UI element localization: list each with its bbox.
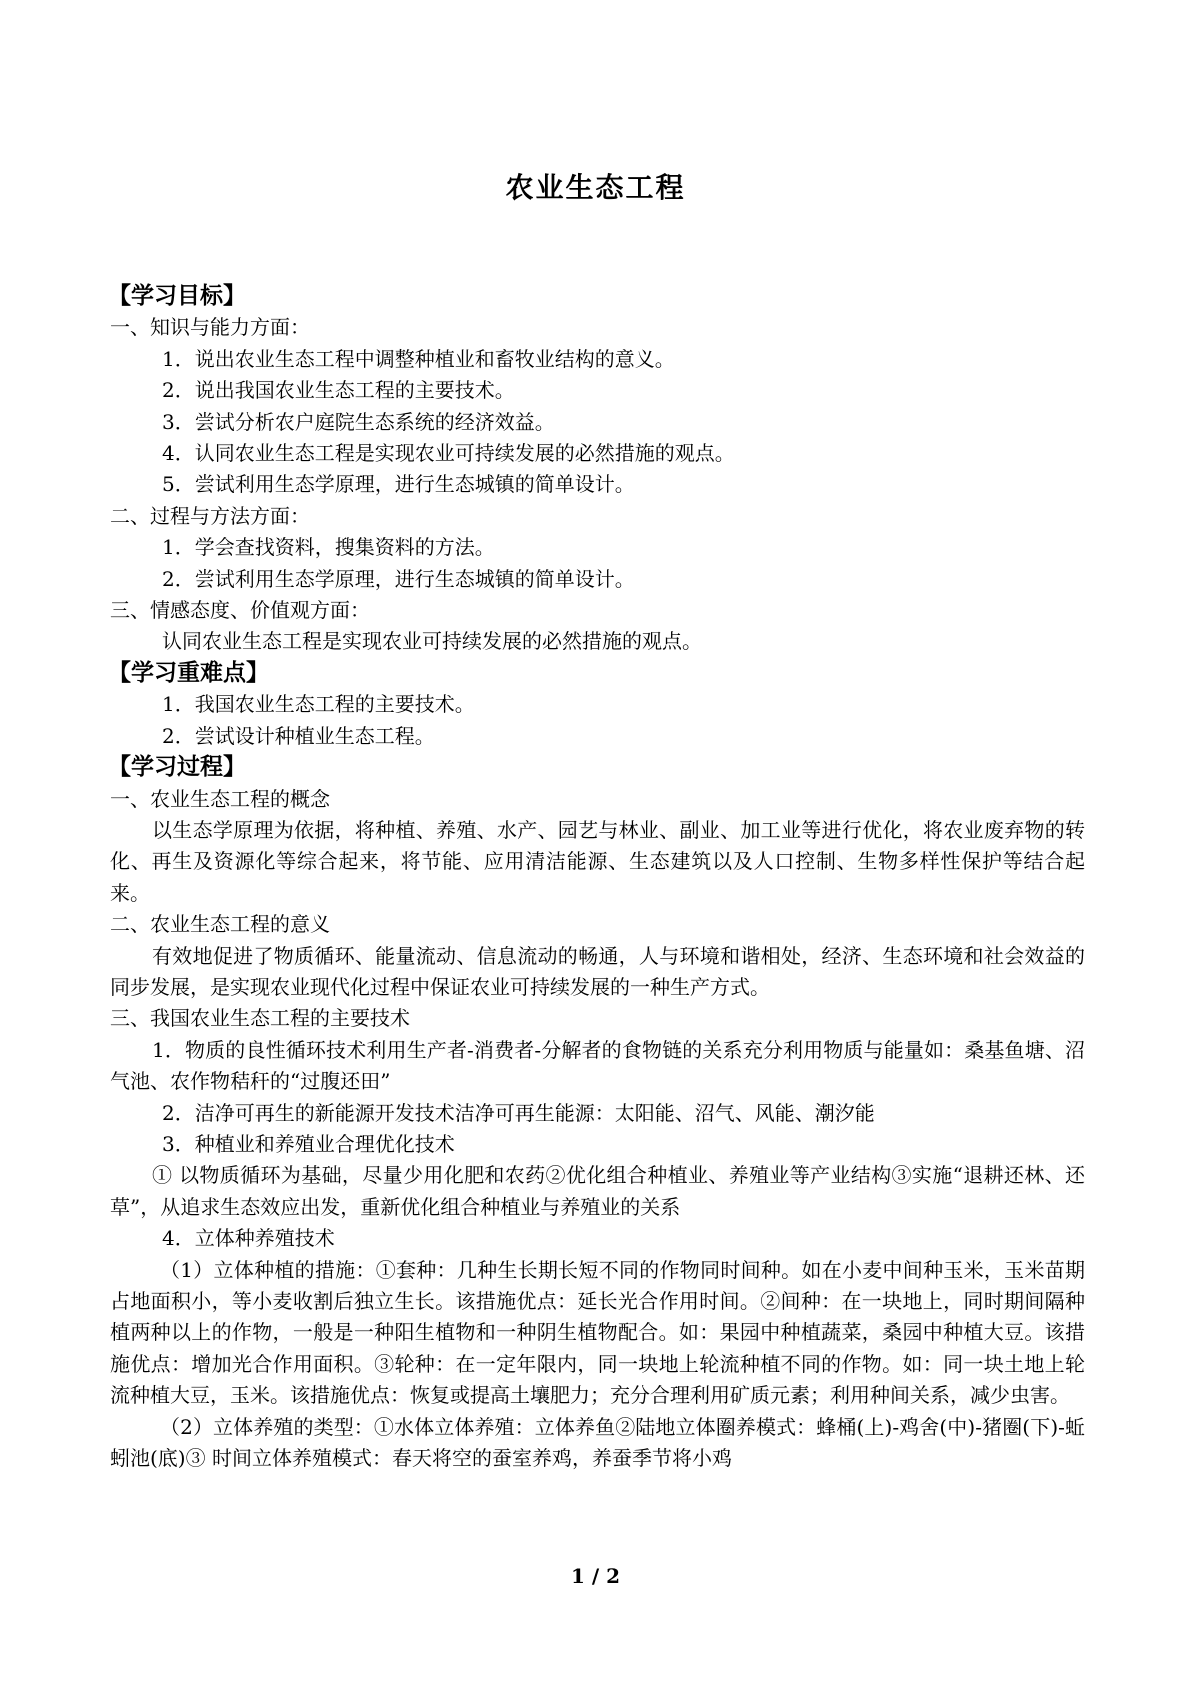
goals-knowledge-label: 一、知识与能力方面：: [110, 315, 310, 340]
goals-attitude-label: 三、情感态度、价值观方面：: [110, 598, 370, 623]
tech-item-4-planting: （1）立体种植的措施：①套种：几种生长期长短不同的作物同时间种。如在小麦中间种玉米，玉米苗期占地面积小，等小麦收割后独立生长。该措施优点：延长光合作用时间。②间种：在一块地上，同时期间隔种植两种以上的作物，一般是一种阳生植物和一种阴生植物配合。如：果园中种植蔬菜，桑园中种植大豆。该措施优点：增加光合作用面积。③轮种：在一定年限内，同一块地上轮流种植不同的作物。如：同一块土地上轮流种植大豆，玉米。该措施优点：恢复或提高土壤肥力；充分合理利用矿质元素；利用种间关系，减少虫害。: [110, 1257, 1085, 1408]
tech-item-3: 3．种植业和养殖业合理优化技术: [162, 1131, 455, 1156]
goals-knowledge-item: 5．尝试利用生态学原理，进行生态城镇的简单设计。: [162, 472, 635, 497]
document-title: 农业生态工程: [505, 171, 686, 204]
goals-knowledge-item: 3．尝试分析农户庭院生态系统的经济效益。: [162, 409, 555, 434]
document-body: [110, 281, 1085, 1474]
tech-item-3-detail: ① 以物质循环为基础，尽量少用化肥和农药②优化组合种植业、养殖业等产业结构③实施“退耕还林、还草”，从追求生态效应出发，重新优化组合种植业与养殖业的关系: [110, 1163, 1085, 1219]
goals-process-item: 2．尝试利用生态学原理，进行生态城镇的简单设计。: [162, 566, 635, 591]
section-heading-key-points: 【学习重难点】: [108, 659, 269, 686]
key-point-item: 1．我国农业生态工程的主要技术。: [162, 692, 475, 717]
meaning-paragraph: 有效地促进了物质循环、能量流动、信息流动的畅通，人与环境和谐相处，经济、生态环境和社会效益的同步发展，是实现农业现代化过程中保证农业可持续发展的一种生产方式。: [110, 943, 1085, 999]
section-heading-process: 【学习过程】: [108, 754, 246, 781]
concept-label: 一、农业生态工程的概念: [110, 786, 330, 811]
meaning-label: 二、农业生态工程的意义: [110, 912, 330, 937]
goals-knowledge-item: 1．说出农业生态工程中调整种植业和畜牧业结构的意义。: [162, 346, 675, 371]
tech-item-4-breeding: （2）立体养殖的类型：①水体立体养殖：立体养鱼②陆地立体圈养模式：蜂桶(上)-鸡舍(中)-猪圈(下)-蚯蚓池(底)③ 时间立体养殖模式：春天将空的蚕室养鸡，养蚕季节将小鸡: [110, 1414, 1085, 1471]
section-heading-goals: 【学习目标】: [108, 283, 246, 309]
goals-knowledge-item: 4．认同农业生态工程是实现农业可持续发展的必然措施的观点。: [162, 441, 735, 466]
tech-item-4: 4．立体种养殖技术: [162, 1226, 335, 1251]
goals-knowledge-item: 2．说出我国农业生态工程的主要技术。: [162, 378, 515, 403]
tech-item-1: 1．物质的良性循环技术利用生产者-消费者-分解者的食物链的关系充分利用物质与能量如：桑基鱼塘、沼气池、农作物秸秆的“过腹还田”: [110, 1037, 1085, 1094]
goals-attitude-text: 认同农业生态工程是实现农业可持续发展的必然措施的观点。: [162, 629, 702, 654]
key-point-item: 2．尝试设计种植业生态工程。: [162, 723, 435, 748]
page-number: 1 / 2: [570, 1564, 621, 1588]
concept-paragraph: 以生态学原理为依据，将种植、养殖、水产、园艺与林业、副业、加工业等进行优化，将农业废弃物的转化、再生及资源化等综合起来，将节能、应用清洁能源、生态建筑以及人口控制、生物多样性保护等结合起来。: [110, 817, 1085, 905]
goals-process-label: 二、过程与方法方面：: [110, 503, 310, 528]
goals-process-item: 1．学会查找资料，搜集资料的方法。: [162, 535, 495, 560]
tech-label: 三、我国农业生态工程的主要技术: [110, 1006, 410, 1031]
tech-item-2: 2．洁净可再生的新能源开发技术洁净可再生能源：太阳能、沼气、风能、潮汐能: [162, 1100, 875, 1125]
